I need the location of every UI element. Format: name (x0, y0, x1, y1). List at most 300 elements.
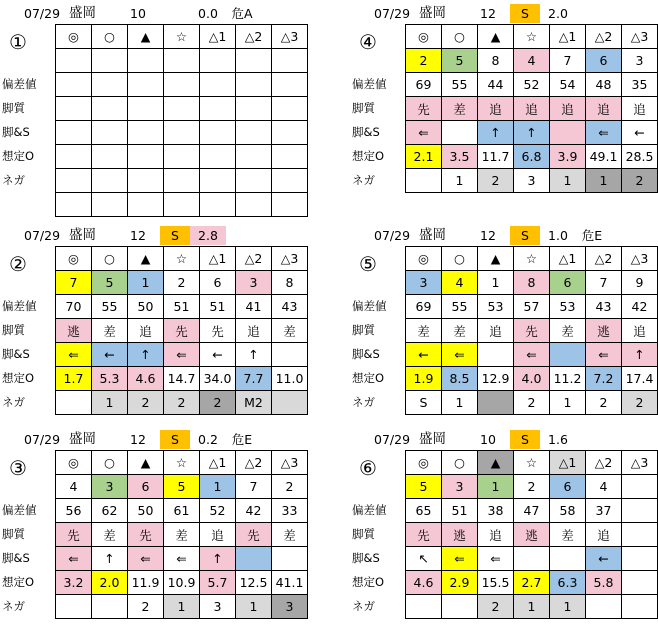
table-cell: 10.9 (164, 571, 200, 595)
table-cell: 3.5 (442, 145, 478, 169)
table-cell: 28.5 (622, 145, 658, 169)
mark-cell: ◎ (406, 25, 442, 49)
table-cell (164, 121, 200, 145)
table-cell (56, 169, 92, 193)
row-label: ネガ (352, 173, 375, 187)
table-cell: 35 (622, 73, 658, 97)
table-cell (272, 169, 308, 193)
table-cell: 4 (514, 49, 550, 73)
table-cell: 1 (442, 391, 478, 415)
table-cell: ↖ (406, 547, 442, 571)
race-date: 07/29 (374, 432, 411, 447)
race-date: 07/29 (374, 228, 411, 243)
table-row (56, 49, 308, 73)
race-date: 07/29 (24, 228, 61, 243)
table-cell: 5 (442, 49, 478, 73)
race-panel (2, 224, 312, 429)
table-cell (550, 121, 586, 145)
mark-cell: ▲ (128, 247, 164, 271)
table-row (56, 169, 308, 193)
table-cell (128, 73, 164, 97)
table-cell: 53 (550, 295, 586, 319)
marks-row (56, 451, 308, 475)
mark-cell: ▲ (478, 247, 514, 271)
row-label: 脚質 (2, 527, 25, 541)
race-panel (352, 224, 658, 429)
table-cell: 8 (514, 271, 550, 295)
table-cell: 差 (406, 319, 442, 343)
table-cell: ⇐ (406, 121, 442, 145)
table-cell: 50 (128, 499, 164, 523)
table-cell (236, 49, 272, 73)
table-cell (236, 97, 272, 121)
table-cell: 先 (56, 523, 92, 547)
table-row (406, 97, 658, 121)
table-cell: 6.3 (550, 571, 586, 595)
mark-cell: △2 (586, 25, 622, 49)
table-row (406, 73, 658, 97)
runner-count: 12 (130, 432, 146, 447)
table-cell: 8 (478, 49, 514, 73)
table-cell (236, 169, 272, 193)
table-cell (236, 547, 272, 571)
mark-cell: ○ (442, 25, 478, 49)
table-cell: 2 (200, 391, 236, 415)
table-cell: 7 (236, 475, 272, 499)
race-date: 07/29 (24, 6, 61, 21)
table-cell: 43 (272, 295, 308, 319)
table-cell (92, 595, 128, 619)
mark-cell: ○ (92, 25, 128, 49)
table-row (406, 523, 658, 547)
table-cell: 1 (550, 595, 586, 619)
mark-cell: ◎ (56, 247, 92, 271)
table-cell (164, 193, 200, 217)
table-cell: 4 (586, 475, 622, 499)
race-venue: 盛岡 (69, 5, 96, 21)
table-row (406, 49, 658, 73)
table-cell (128, 121, 164, 145)
table-cell: 2 (622, 391, 658, 415)
table-cell (272, 391, 308, 415)
table-row (56, 271, 308, 295)
row-label: 脚質 (352, 527, 375, 541)
row-label: ネガ (2, 599, 25, 613)
table-cell (128, 169, 164, 193)
table-cell: 11.9 (128, 571, 164, 595)
table-cell (406, 169, 442, 193)
table-row (56, 73, 308, 97)
table-cell: 逃 (514, 523, 550, 547)
table-cell: 14.7 (164, 367, 200, 391)
table-cell: 追 (128, 319, 164, 343)
row-label: 想定O (352, 149, 385, 163)
table-cell: 逃 (56, 319, 92, 343)
table-cell: 追 (478, 523, 514, 547)
mark-cell: △3 (272, 451, 308, 475)
table-cell (586, 595, 622, 619)
table-cell: ← (200, 343, 236, 367)
table-cell: 4 (56, 475, 92, 499)
table-cell (92, 145, 128, 169)
table-cell: 追 (550, 97, 586, 121)
row-label: 脚&S (352, 551, 380, 565)
row-label: 脚質 (2, 101, 25, 115)
race-venue: 盛岡 (419, 5, 446, 21)
table-cell: 12.5 (236, 571, 272, 595)
table-cell: 先 (236, 523, 272, 547)
table-cell (622, 523, 658, 547)
prediction-table (405, 24, 658, 193)
runner-count: 12 (480, 6, 496, 21)
table-cell: 6 (550, 271, 586, 295)
row-label: 偏差値 (352, 77, 387, 91)
table-row (56, 145, 308, 169)
mark-cell: △1 (550, 247, 586, 271)
table-cell: 2.1 (406, 145, 442, 169)
grade-badge: S (510, 430, 540, 449)
race-number: ⑥ (359, 456, 377, 480)
row-label: 偏差値 (2, 77, 37, 91)
mark-cell: △1 (200, 247, 236, 271)
table-cell: 差 (550, 523, 586, 547)
table-cell: 3 (272, 595, 308, 619)
table-row (406, 295, 658, 319)
table-cell (164, 73, 200, 97)
table-cell (478, 391, 514, 415)
prediction-table (405, 450, 658, 619)
table-cell: 4.0 (514, 367, 550, 391)
table-cell (550, 343, 586, 367)
table-row (56, 523, 308, 547)
grade-badge: S (160, 430, 190, 449)
mark-cell: △3 (622, 247, 658, 271)
runner-count: 10 (480, 432, 496, 447)
table-cell: 先 (200, 319, 236, 343)
mark-cell: ◎ (406, 451, 442, 475)
risk-label (576, 4, 608, 23)
table-cell: ↑ (478, 121, 514, 145)
table-cell: 1 (478, 475, 514, 499)
table-cell (128, 97, 164, 121)
table-cell: 2 (406, 49, 442, 73)
table-cell (128, 49, 164, 73)
table-cell: 34.0 (200, 367, 236, 391)
table-cell: 70 (56, 295, 92, 319)
race-panel (2, 428, 312, 633)
table-cell: 2 (272, 475, 308, 499)
row-label: 想定O (2, 575, 35, 589)
table-cell (92, 97, 128, 121)
table-cell (200, 97, 236, 121)
table-cell (622, 595, 658, 619)
table-cell: 1 (586, 169, 622, 193)
table-cell: 56 (56, 499, 92, 523)
race-header (2, 224, 312, 246)
table-cell: 3 (236, 271, 272, 295)
table-cell (622, 499, 658, 523)
table-cell: 2.7 (514, 571, 550, 595)
table-cell: 差 (442, 319, 478, 343)
table-row (56, 295, 308, 319)
table-cell (200, 169, 236, 193)
runner-count: 12 (130, 228, 146, 243)
table-cell: 4 (442, 271, 478, 295)
mark-cell: △3 (272, 247, 308, 271)
table-cell: 6 (128, 475, 164, 499)
table-cell: ↑ (200, 547, 236, 571)
table-cell (236, 121, 272, 145)
table-cell: 1 (200, 475, 236, 499)
table-cell (92, 121, 128, 145)
row-label: 脚&S (2, 125, 30, 139)
mark-cell: △1 (550, 25, 586, 49)
table-row (56, 367, 308, 391)
table-cell (56, 73, 92, 97)
table-cell: 2 (514, 391, 550, 415)
table-cell: 61 (164, 499, 200, 523)
mark-cell: ○ (442, 451, 478, 475)
table-cell (622, 547, 658, 571)
table-cell: 41 (236, 295, 272, 319)
table-cell: 1 (236, 595, 272, 619)
table-cell: 48 (586, 73, 622, 97)
table-cell: ← (622, 121, 658, 145)
table-cell: 差 (92, 319, 128, 343)
race-index-value: 2.8 (190, 226, 226, 245)
race-header (2, 428, 312, 450)
table-row (56, 121, 308, 145)
marks-row (406, 451, 658, 475)
table-cell: 54 (550, 73, 586, 97)
table-cell: 7 (550, 49, 586, 73)
mark-cell: △1 (200, 451, 236, 475)
race-number: ⑤ (359, 252, 377, 276)
table-cell: 3 (514, 169, 550, 193)
table-cell: ← (406, 343, 442, 367)
table-cell: ⇐ (164, 343, 200, 367)
table-row (56, 595, 308, 619)
race-index-value: 1.0 (548, 228, 568, 243)
table-cell: 8 (272, 271, 308, 295)
table-cell: 3.2 (56, 571, 92, 595)
mark-cell: ▲ (478, 25, 514, 49)
table-row (56, 193, 308, 217)
table-cell (622, 571, 658, 595)
table-cell: 1.9 (406, 367, 442, 391)
table-cell: 17.4 (622, 367, 658, 391)
table-cell (56, 391, 92, 415)
table-cell: 3.9 (550, 145, 586, 169)
prediction-table (405, 246, 658, 415)
table-cell: 15.5 (478, 571, 514, 595)
row-label: 脚&S (2, 347, 30, 361)
table-cell: 3 (442, 475, 478, 499)
table-cell: 1 (514, 595, 550, 619)
race-index-value: 0.2 (198, 432, 218, 447)
table-cell (272, 145, 308, 169)
table-cell (514, 547, 550, 571)
table-cell (200, 121, 236, 145)
table-cell: ⇐ (478, 547, 514, 571)
table-cell: 1 (128, 271, 164, 295)
row-label: 脚&S (2, 551, 30, 565)
table-cell: 51 (164, 295, 200, 319)
risk-label: 危E (231, 432, 253, 447)
race-header (2, 2, 312, 24)
table-cell: 追 (478, 97, 514, 121)
row-label: ネガ (352, 395, 375, 409)
mark-cell: △2 (586, 451, 622, 475)
race-header (352, 2, 658, 24)
row-label: ネガ (2, 395, 25, 409)
table-row (406, 571, 658, 595)
table-cell: 差 (272, 523, 308, 547)
row-label: 偏差値 (2, 503, 37, 517)
table-cell (478, 343, 514, 367)
table-cell (442, 595, 478, 619)
table-cell: 50 (128, 295, 164, 319)
table-cell: 41.1 (272, 571, 308, 595)
mark-cell: ▲ (128, 451, 164, 475)
table-cell: 55 (92, 295, 128, 319)
table-cell: ⇐ (514, 343, 550, 367)
table-cell: 44 (478, 73, 514, 97)
table-cell: 先 (164, 319, 200, 343)
table-cell: 1 (550, 391, 586, 415)
table-cell: 3 (406, 271, 442, 295)
risk-label: 危E (581, 228, 603, 243)
table-cell: 11.2 (550, 367, 586, 391)
table-cell: 2 (586, 391, 622, 415)
table-row (406, 121, 658, 145)
row-label: 脚&S (352, 347, 380, 361)
race-header (352, 428, 658, 450)
marks-row (56, 247, 308, 271)
table-cell (200, 193, 236, 217)
table-cell: ⇐ (128, 547, 164, 571)
grade-badge (160, 4, 190, 23)
table-cell: 43 (586, 295, 622, 319)
race-number: ③ (9, 456, 27, 480)
table-cell: 2 (164, 271, 200, 295)
race-index-value: 1.6 (548, 432, 568, 447)
mark-cell: ☆ (164, 451, 200, 475)
table-cell: 5 (406, 475, 442, 499)
table-cell: 1 (478, 271, 514, 295)
race-header (352, 224, 658, 246)
table-cell: 1.7 (56, 367, 92, 391)
race-date: 07/29 (374, 6, 411, 21)
table-cell: 52 (200, 499, 236, 523)
mark-cell: △2 (236, 25, 272, 49)
table-row (406, 595, 658, 619)
table-cell (164, 97, 200, 121)
table-cell: 差 (92, 523, 128, 547)
table-cell (272, 547, 308, 571)
table-cell: ⇐ (56, 343, 92, 367)
table-row (406, 391, 658, 415)
row-label: 脚&S (352, 125, 380, 139)
table-cell (200, 73, 236, 97)
table-row (406, 367, 658, 391)
mark-cell: ☆ (164, 25, 200, 49)
mark-cell: ○ (92, 451, 128, 475)
table-cell: 2.0 (92, 571, 128, 595)
table-cell (272, 97, 308, 121)
table-cell (92, 193, 128, 217)
row-label: 脚質 (352, 101, 375, 115)
mark-cell: △3 (272, 25, 308, 49)
table-row (56, 319, 308, 343)
table-cell: ⇐ (442, 343, 478, 367)
table-row (56, 571, 308, 595)
table-cell: 12.9 (478, 367, 514, 391)
race-number: ④ (359, 30, 377, 54)
table-cell (200, 49, 236, 73)
table-cell (272, 193, 308, 217)
table-cell: 追 (622, 319, 658, 343)
mark-cell: ◎ (56, 451, 92, 475)
table-cell: 1 (442, 169, 478, 193)
table-cell (272, 73, 308, 97)
table-cell: ← (586, 547, 622, 571)
runner-count: 12 (480, 228, 496, 243)
table-cell: 57 (514, 295, 550, 319)
mark-cell: △3 (622, 25, 658, 49)
mark-cell: △2 (236, 451, 272, 475)
table-cell: 4.6 (128, 367, 164, 391)
race-panel (352, 428, 658, 633)
risk-label (226, 226, 258, 245)
table-cell (442, 121, 478, 145)
race-index-value: 0.0 (198, 6, 218, 21)
table-cell: 5.7 (200, 571, 236, 595)
table-cell (56, 49, 92, 73)
table-cell (92, 169, 128, 193)
table-cell: 49.1 (586, 145, 622, 169)
table-row (56, 475, 308, 499)
table-row (406, 145, 658, 169)
table-cell: S (406, 391, 442, 415)
row-label: 脚質 (352, 323, 375, 337)
table-cell: 差 (164, 523, 200, 547)
table-cell: 2 (164, 391, 200, 415)
table-cell (56, 145, 92, 169)
row-label: 偏差値 (352, 503, 387, 517)
table-cell: 11.7 (478, 145, 514, 169)
race-index-value: 2.0 (548, 6, 568, 21)
table-cell: 3 (92, 475, 128, 499)
table-cell: 4.6 (406, 571, 442, 595)
table-cell (164, 145, 200, 169)
table-cell: 38 (478, 499, 514, 523)
mark-cell: △3 (622, 451, 658, 475)
table-cell: 58 (550, 499, 586, 523)
prediction-table (55, 24, 308, 217)
table-cell: 5.3 (92, 367, 128, 391)
table-cell: 追 (586, 97, 622, 121)
table-cell: 2 (478, 595, 514, 619)
row-label: 想定O (2, 149, 35, 163)
table-cell: 33 (272, 499, 308, 523)
prediction-table (55, 246, 308, 415)
mark-cell: ○ (442, 247, 478, 271)
table-cell: 差 (442, 97, 478, 121)
table-cell: 47 (514, 499, 550, 523)
table-cell (236, 193, 272, 217)
prediction-table (55, 450, 308, 619)
